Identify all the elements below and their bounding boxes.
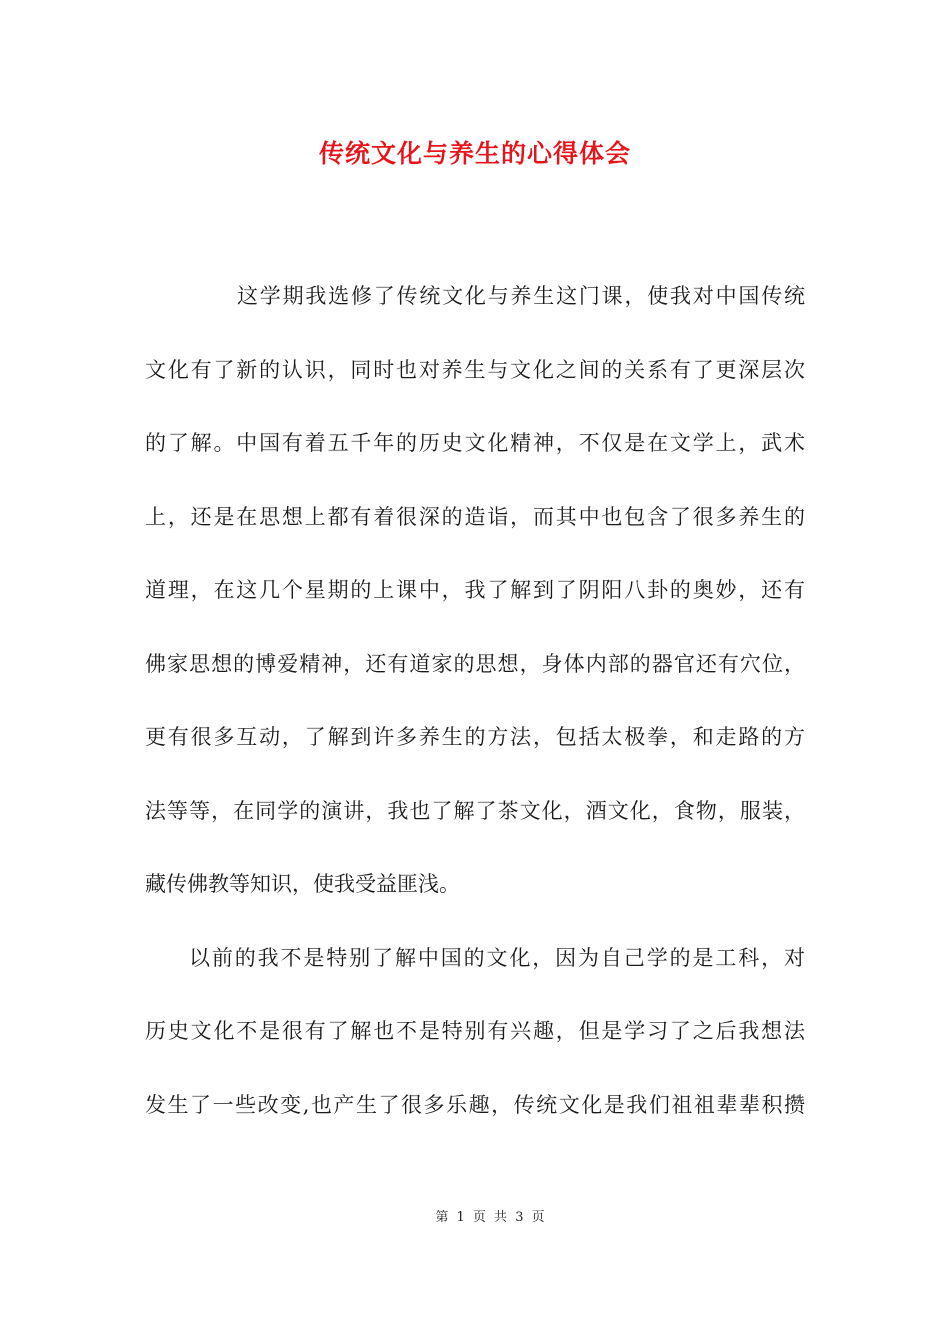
document-title: 传统文化与养生的心得体会 — [318, 139, 631, 168]
paragraph-line: 文化有了新的认识，同时也对养生与文化之间的关系有了更深层次 — [145, 357, 805, 382]
document-body — [145, 276, 805, 1158]
paragraph-line: 发生了一些改变,也产生了很多乐趣，传统文化是我们祖祖辈辈积攒 — [145, 1092, 805, 1117]
paragraph-line: 这学期我选修了传统文化与养生这门课，使我对中国传统 — [237, 284, 805, 308]
paragraph-line: 藏传佛教等知识，使我受益匪浅。 — [145, 872, 460, 896]
paragraph-line: 历史文化不是很有了解也不是特别有兴趣，但是学习了之后我想法 — [145, 1019, 805, 1043]
page-number-footer: 第 1 页 共 3 页 — [435, 1210, 545, 1225]
paragraph-line: 佛家思想的博爱精神，还有道家的思想，身体内部的器官还有穴位， — [145, 651, 805, 676]
paragraph-line: 道理，在这几个星期的上课中，我了解到了阴阳八卦的奥妙，还有 — [145, 578, 805, 602]
paragraph-line: 以前的我不是特别了解中国的文化，因为自己学的是工科，对 — [189, 945, 805, 970]
paragraph-line: 上，还是在思想上都有着很深的造诣，而其中也包含了很多养生的 — [145, 504, 805, 529]
paragraph-line: 法等等，在同学的演讲，我也了解了茶文化，酒文化，食物，服装， — [145, 798, 805, 823]
paragraph-line: 更有很多互动，了解到许多养生的方法，包括太极拳，和走路的方 — [145, 725, 805, 749]
paragraph-line: 的了解。中国有着五千年的历史文化精神，不仅是在文学上，武术 — [145, 431, 805, 455]
